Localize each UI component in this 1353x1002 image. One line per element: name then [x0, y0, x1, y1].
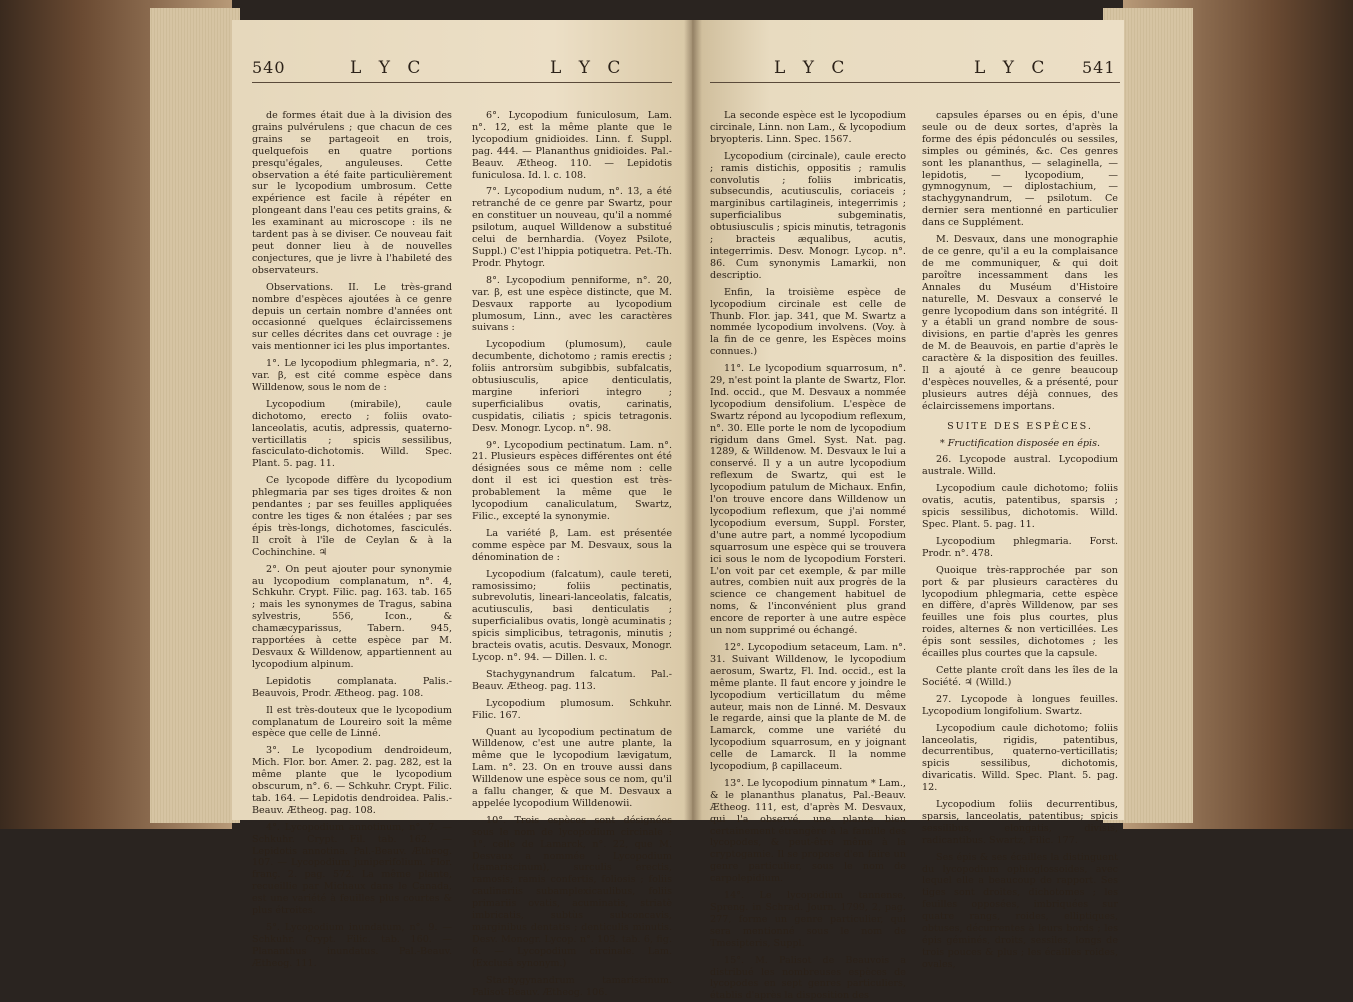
left-page-number: 540	[252, 58, 286, 77]
paragraph: * Fructification disposée en épis.	[939, 437, 1101, 449]
paragraph: 2°. On peut ajouter pour synonymie au lycopodium complanatum, n°. 4, Schkuhr. Crypt. Filic. pag. 163. tab. 165 ; mais les synonymes de Tragus, sabina sylvestris, 556, Icon., & chamæcyparissus, Tabern. 945, rapportées à cette espèce par M. Desvaux & Willdenow, appartiennent au lycopodium alpinum.	[252, 563, 452, 670]
right-page	[692, 20, 1124, 1002]
paragraph: Quant au lycopodium pectinatum de Willdenow, c'est une autre plante, la même que le lycopodium lævigatum, Lam. n°. 23. On en trouve aussi dans Willdenow une espèce sous ce nom, qu'il a fallu changer, & que M. Desvaux a appelée lycopodium Willdenowii.	[472, 726, 672, 809]
paragraph: Lycopodium (mirabile), caule dichotomo, erecto ; foliis ovato-lanceolatis, acutis, adpressis, quaterno-verticillatis ; spicis sessilibus, fasciculato-dichotomis. Willd. Spec. Plant. 5. pag. 11.	[252, 398, 452, 470]
left-header-rule	[252, 82, 672, 83]
paragraph: Lycopodium (circinale), caule erecto ; ramis distichis, oppositis ; ramulis convolutis ; foliis imbricatis, subsecundis, acutiusculis, coriaceis ; marginibus cartilagineis, integerrimis ; superficialibus subgeminatis, obtusiusculis ; spicis minutis, tetragonis ; bracteis æqualibus, acutis, integerrimis. Desv. Monogr. Lycop. n°. 86. Cum synonymis Lamarkii, non descriptio.	[710, 150, 906, 281]
paragraph: Lycopodium caule dichotomo; foliis lanceolatis, rigidis, patentibus, decurrentibus, quaterno-verticillatis; spicis sessilibus, dichotomis, divaricatis. Willd. Spec. Plant. 5. pag. 12.	[922, 722, 1118, 794]
paragraph: 3°. Le lycopodium dendroideum, Mich. Flor. bor. Amer. 2. pag. 282, est la même plante que le lycopodium obscurum, n°. 6. — Schkuhr. Crypt. Filic. tab. 164. — Lepidotis dendroidea. Palis.-Beauv. Ætheog. pag. 108.	[252, 745, 452, 816]
paragraph: 13°. Le lycopodium pinnatum * Lam., & le plananthus planatus, Pal.-Beauv. Ætheog. 111, est, d'après M. Desvaux, qui l'a observé, une plante bien certainement étrangère à la famille des lycopodes, & peut-être même à la cryptogamie. Il se propose d'en faire un genre particulier, sous le nom de carpolepidium.	[710, 777, 906, 885]
paragraph: Lycopodium caule dichotomo; foliis ovatis, acutis, patentibus, sparsis ; spicis sessilibus, dichotomis. Willd. Spec. Plant. 5. pag. 11.	[922, 483, 1118, 530]
page-edges-left	[150, 8, 240, 823]
paragraph: M. Desvaux, dans une monographie de ce genre, qu'il a eu la complaisance de me communiquer, & qui doit paroître incessamment dans les Annales du Muséum d'Histoire naturelle, M. Desvaux a conservé le genre lycopodium dans son intégrité. Il y a établi un grand nombre de sous-divisions, en partie d'après les genres de M. de Beauvois, en partie d'après le caractère & la disposition des feuilles. Il a ajouté à ce genre beaucoup d'espèces nouvelles, & a présenté, pour plusieurs autres déjà connues, des éclaircissemens importans.	[922, 234, 1118, 412]
paragraph: Lycopodium (plumosum), caule decumbente, dichotomo ; ramis erectis ; foliis antrorsùm subgibbis, subfalcatis, obtusiusculis, apice denticulatis, margine inferiori integro ; superficialibus ovatis, carinatis, cuspidatis, ciliatis ; spicis tetragonis. Desv. Monogr. Lycop. n°. 98.	[472, 339, 672, 434]
paragraph: Lycopodium foliis decurrentibus, sparsis, lanceolatis, patentibus; spicis sessilibus, elongatis, divisis, radicantibus. Swartz, Filic. 177.	[922, 799, 1118, 846]
paragraph: Stachygynandrum falcatum. Pal.-Beauv. Ætheog. pag. 113.	[472, 668, 672, 692]
paragraph: 7°. Lycopodium nudum, n°. 13, a été retranché de ce genre par Swartz, pour en constituer un nouveau, qu'il a nommé psilotum, auquel Willdenow a substitué celui de bernhardia. (Voyez Psilote, Suppl.) C'est l'hippia potiquetra. Pet.-Th. Prodr. Phytogr.	[472, 186, 672, 269]
paragraph: La seconde espèce est le lycopodium circinale, Linn. non Lam., & lycopodium bryopteris. Linn. Spec. 1567.	[710, 110, 906, 145]
paragraph: Ce lycopode diffère du lycopodium phlegmaria par ses tiges droites & non pendantes ; par ses feuilles appliquées contre les tiges & non étalées ; par ses épis très-longs, dichotomes, fasciculés. Il croît à l'île de Ceylan & à la Cochinchine. ♃	[252, 475, 452, 558]
paragraph: Ses épis & ses écailles la distinguent du lycopodium ophioglossoides, avec lequel elle a beaucoup de rapport. Ses tiges sont droites, dichotomes ; les feuilles opposées, imbriquées sur quatre rangs, roides, elliptiques, obtuses, décurrentes à leurs bords ; les épis géminés, droits, sessiles, longs de trois pouces & plus ; les écailles roides, ovales,	[922, 851, 1118, 970]
paragraph: 27. Lycopode à longues feuilles. Lycopodium longifolium. Swartz.	[922, 693, 1118, 717]
paragraph: 5°. Lycopodium inundatum, n°. 9. — Schkuhr. Crypt. Filic. tab. 160. — Plananthus inundatus. Pal.-Beauv. Ætheog. 111.	[252, 922, 452, 969]
paragraph: Observations. II. Le très-grand nombre d'espèces ajoutées à ce genre depuis un certain nombre d'années ont occasionné quelques éclaircissemens sur celles décrites dans cet ouvrage : je vais mentionner ici les plus importantes.	[252, 281, 452, 353]
left-column-1	[252, 110, 452, 969]
left-page	[232, 20, 692, 998]
paragraph: Enfin, la troisième espèce de lycopodium circinale est celle de Thunb. Flor. jap. 341, que M. Swartz a nommée lycopodium involvens. (Voy. à la fin de ce genre, les Espèces moins connues.)	[710, 286, 906, 358]
paragraph: 15°. M. Palisot de Beauvois a distribué les nombreuses espèces de lycopodes en sept genres particuliers, établis d'après la disposition des	[710, 954, 906, 1002]
paragraph: SUITE DES ESPÈCES.	[947, 420, 1093, 432]
paragraph: 6°. Lycopodium funiculosum, Lam. n°. 12, est la même plante que le lycopodium gnidioides. Linn. f. Suppl. pag. 444. — Plananthus gnidioides. Pal.-Beauv. Ætheog. 110. — Lepidotis funiculosa. Id. l. c. 108.	[472, 110, 672, 181]
paragraph: La variété β, Lam. est présentée comme espèce par M. Desvaux, sous la dénomination de :	[472, 527, 672, 563]
right-header-rule	[710, 82, 1120, 83]
paragraph: Lycopodium phlegmaria. Forst. Prodr. n°. 478.	[922, 535, 1118, 559]
paragraph: Quoique très-rapprochée par son port & par plusieurs caractères du lycopodium phlegmaria, cette espèce en diffère, d'après Willdenow, par ses feuilles une fois plus courtes, plus roides, alternes & non verticillées. Les épis sont sessiles, dichotomes ; les écailles plus courtes que la capsule.	[922, 564, 1118, 660]
right-page-number: 541	[1082, 58, 1116, 77]
paragraph: de formes était due à la division des grains pulvérulens ; que chacun de ces grains se partageoit en trois, quelquefois en quatre portions presqu'égales, anguleuses. Cette observation a été faite particulièrement sur le lycopodium umbrosum. Cette expérience est facile à répéter en plongeant dans l'eau ces petits grains, & les examinant au microscope : ils ne tardent pas à se diviser. Ce nouveau fait peut donner lieu à de nouvelles conjectures, que je livre à l'habileté des observateurs.	[252, 110, 452, 276]
paragraph: capsules éparses ou en épis, d'une seule ou de deux sortes, d'après la forme des épis pédonculés ou sessiles, simples ou géminés, &c. Ces genres sont les plananthus, — selaginella, — lepidotis, — lycopodium, — gymnogynum, — diplostachium, — stachygynandrum, — psilotum. Ce dernier sera mentionné en particulier dans ce Supplément.	[922, 110, 1118, 229]
paragraph: 8°. Lycopodium penniforme, n°. 20, var. β, est une espèce distincte, que M. Desvaux rapporte au lycopodium plumosum, Linn., avec les caractères suivans :	[472, 274, 672, 334]
right-header-right: L Y C	[974, 58, 1051, 78]
paragraph: Cette plante croît dans les îles de la Société. ♃ (Willd.)	[922, 664, 1118, 688]
left-header-left: L Y C	[350, 58, 427, 78]
paragraph: 10°. Trois espèces sont désignées sous le nom de lycopodium circinale : 1°. celle de Lamarck, n°. 22, que M. Desvaux a nommée : Lycopodium (tamariscinum), surculis erectis, ramosis; ramis confertis, foliosis ; foliis caulinariis subamplexicaulibus, foliis primariis ovatis, acuminatis, striatè imbricatis, subtùs subconcavis, marginibus dentatis ; denticulis minutis. Desv. Monogr. Lycop. n°. 103. tab. 6, fig. 6. — Lycopodium circinale. Lam. (Exclusâ synonym.)	[472, 814, 672, 969]
paragraph: 12°. Lycopodium setaceum, Lam. n°. 31. Suivant Willdenow, le lycopodium aerosum, Swartz, Fl. Ind. occid., est la même plante. Il faut encore y joindre le lycopodium verticillatum du même auteur, mais non de Linné. M. Desvaux le regarde, ainsi que la plante de M. de Lamarck, comme une variété du lycopodium squarrosum, en y joignant celle de Lamarck. Il la nomme lycopodium, β capillaceum.	[710, 641, 906, 773]
paragraph: 1°. Le lycopodium phlegmaria, n°. 2, var. β, est cité comme espèce dans Willdenow, sous le nom de :	[252, 358, 452, 393]
paragraph: Stachygynandrum tamariscinum. Palisot-Beauv. Ætheog. 106.	[472, 974, 672, 998]
left-header-right: L Y C	[550, 58, 627, 78]
paragraph: Lepidotis complanata. Palis.-Beauvois, Prodr. Ætheog. pag. 108.	[252, 675, 452, 699]
paragraph: Il est très-douteux que le lycopodium complanatum de Loureiro soit la même espèce que celle de Linné.	[252, 704, 452, 740]
paragraph: 14°. Le lycopodium tannense, Spreng. in Schrad. Journ. 1799, 2, pag. 277, forme un genre particulier, qui sera mentionné sous le nom de Tmesipteris, Suppl.	[710, 890, 906, 949]
book-gutter	[684, 20, 702, 820]
left-column-2	[472, 110, 672, 998]
paragraph: 26. Lycopode austral. Lycopodium australe. Willd.	[922, 454, 1118, 478]
right-column-1	[710, 110, 906, 1002]
paragraph: 11°. Le lycopodium squarrosum, n°. 29, n'est point la plante de Swartz, Flor. Ind. occid., que M. Desvaux a nommée lycopodium densifolium. L'espèce de Swartz répond au lycopodium reflexum, n°. 30. Elle porte le nom de lycopodium rigidum dans Gmel. Syst. Nat. pag. 1289, & Willdenow. M. Desvaux le lui a conservé. Il y a un autre lycopodium reflexum de Swartz, qui est le lycopodium patulum de Michaux. Enfin, l'on trouve encore dans Willdenow un lycopodium reflexum, que j'ai nommé lycopodium eversum, Suppl. Forster, d'une autre part, a nommé lycopodium squarrosum une espèce qui se trouvera ici sous le nom de lycopodium Forsteri. L'on voit par cet exemple, & par mille autres, combien nuit aux progrès de la science ce changement habituel de noms, & l'inconvénient plus grand encore de reporter à une autre espèce un nom supprimé ou échangé.	[710, 363, 906, 637]
right-header-left: L Y C	[774, 58, 851, 78]
paragraph: 4°. Lycopodium annotinum, n°. 7. — Schkuhr. Crypt. Fil. tab. 162. — Lepidotis annotina. Pal.-Beauv. Ætheog. 107. — Lycopodium juniperifolium. Flor. franç. 2. pag. 572. La même plante, recueillie par Michaux dans le Canada, est une variété à feuilles plus courtes & plus étroites.	[252, 821, 452, 917]
paragraph: 9°. Lycopodium pectinatum. Lam. n°. 21. Plusieurs espèces différentes ont été désignées sous ce même nom : celle dont il est ici question est très-probablement la même que le lycopodium canaliculatum, Swartz, Filic., excepté la synonymie.	[472, 439, 672, 522]
paragraph: Lycopodium plumosum. Schkuhr. Filic. 167.	[472, 697, 672, 721]
right-column-2	[922, 110, 1118, 970]
paragraph: Lycopodium (falcatum), caule tereti, ramosissimo; foliis pectinatis, subrevolutis, lineari-lanceolatis, falcatis, acutiusculis, basi denticulatis ; superficialibus ovatis, longè acuminatis ; spicis simplicibus, tetragonis, minutis ; bracteis ovatis, acutis. Desvaux, Monogr. Lycop. n°. 94. — Dillen. l. c.	[472, 568, 672, 663]
